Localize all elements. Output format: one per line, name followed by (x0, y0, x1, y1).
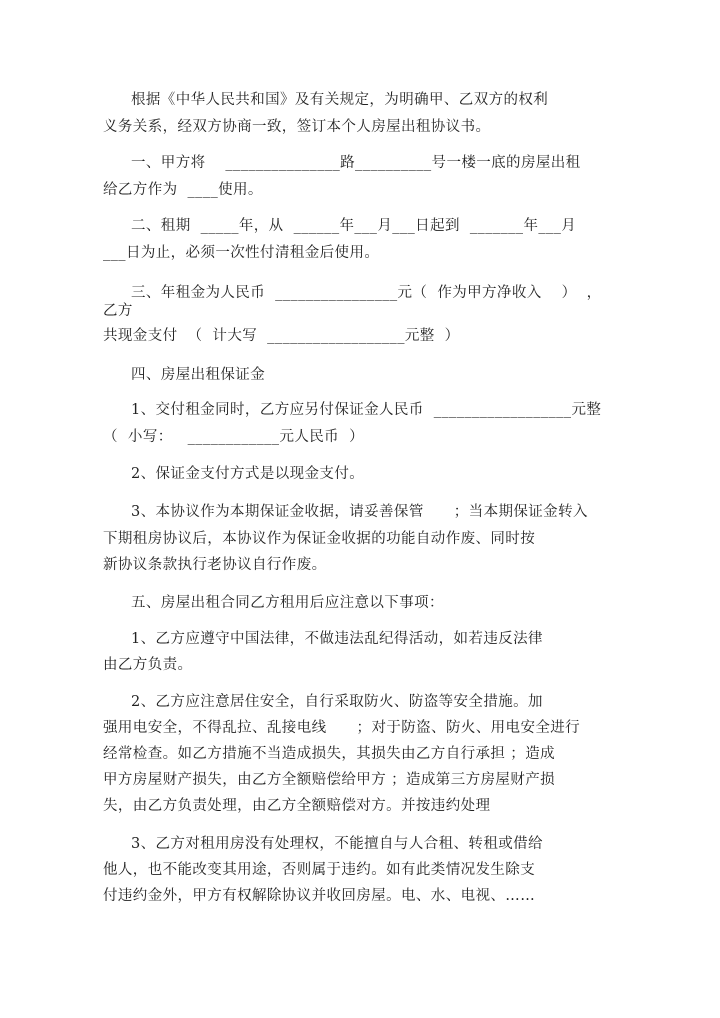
intro-line-1: 根据《中华人民共和国》及有关规定，为明确甲、乙双方的权利 (131, 92, 549, 108)
clause-4-3-line-1: 3、本协议作为本期保证金收据，请妥善保管 ；当本期保证金转入 (131, 504, 588, 520)
clause-5-3-line-3: 付违约金外，甲方有权解除协议并收回房屋。电、水、电视、…… (103, 888, 536, 904)
clause-5-3-line-1: 3、乙方对租用房没有处理权，不能擅自与人合租、转租或借给 (131, 836, 543, 852)
clause-5-heading: 五、房屋出租合同乙方租用后应注意以下事项： (131, 595, 444, 611)
clause-5-2-line-4: 甲方房屋财产损失，由乙方全额赔偿给甲方 ；造成第三方房屋财产损 (103, 772, 556, 788)
clause-1-line-1: 一、甲方将 _______________路__________号一楼一底的房屋出租 (131, 155, 581, 171)
clause-4-1-line-1: 1、交付租金同时，乙方应另付保证金人民币 __________________元整 (131, 402, 602, 418)
clause-5-1-line-1: 1、乙方应遵守中国法律，不做违法乱纪得活动，如若违反法律 (131, 631, 543, 647)
clause-5-3-line-2: 他人，也不能改变其用途，否则属于违约。如有此类情况发生除支 (103, 862, 536, 878)
clause-3-line-1: 三、年租金为人民币 ________________元（ 作为甲方净收入 ） ， (131, 285, 602, 301)
clause-5-2-line-1: 2、乙方应注意居住安全，自行采取防火、防盗等安全措施。加 (131, 694, 543, 710)
clause-5-1-line-2: 由乙方负责。 (103, 657, 193, 673)
clause-4-heading: 四、房屋出租保证金 (131, 367, 266, 383)
clause-4-2: 2、保证金支付方式是以现金支付。 (131, 466, 365, 482)
clause-2-line-2: ___日为止，必须一次性付清租金后使用。 (103, 245, 380, 261)
clause-3-line-2: 乙方 (103, 303, 133, 319)
intro-line-2: 义务关系，经双方协商一致，签订本个人房屋出租协议书。 (103, 119, 491, 135)
clause-2-line-1: 二、租期 _____年，从 ______年___月___日起到 _______年___月 (131, 218, 577, 234)
clause-5-2-line-2: 强用电安全，不得乱拉、乱接电线 ；对于防盗、防火、用电安全进行 (103, 720, 581, 736)
clause-4-1-line-2: （ 小写： ____________元人民币 ） (103, 429, 364, 445)
clause-1-line-2: 给乙方作为 ____使用。 (103, 182, 263, 198)
clause-4-3-line-2: 下期租房协议后，本协议作为保证金收据的功能自动作废、同时按 (103, 531, 536, 547)
clause-5-2-line-5: 失，由乙方负责处理，由乙方全额赔偿对方。并按违约处理 (103, 798, 491, 814)
clause-3-line-3: 共现金支付 （ 计大写 __________________元整 ） (103, 328, 460, 344)
clause-4-3-line-3: 新协议条款执行老协议自行作废。 (103, 557, 327, 573)
clause-5-2-line-3: 经常检查。如乙方措施不当造成损失，其损失由乙方自行承担 ；造成 (103, 746, 556, 762)
